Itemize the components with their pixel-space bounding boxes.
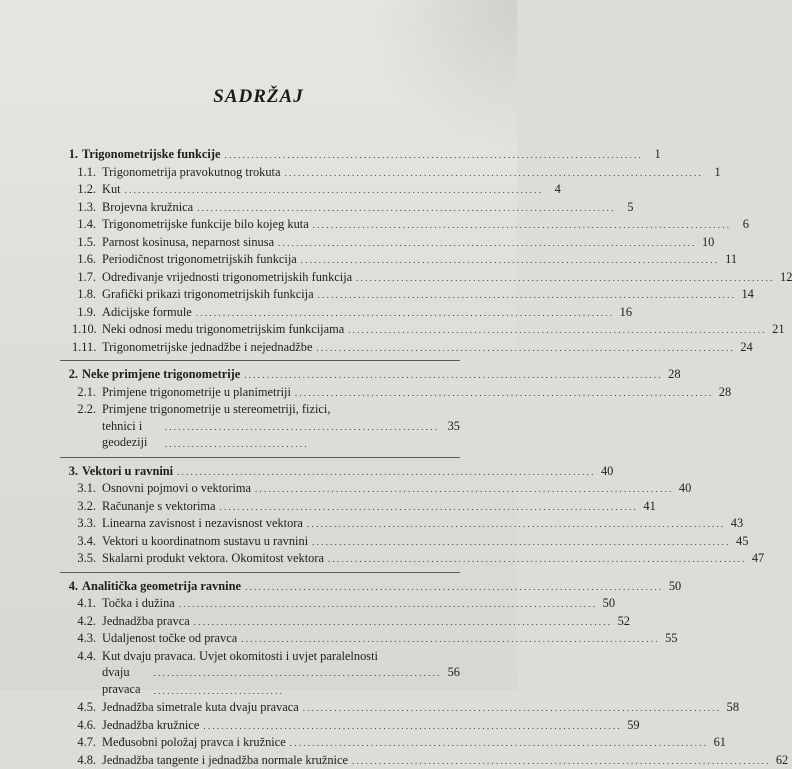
item-number: 1.9. — [72, 304, 96, 321]
item-number: 1.8. — [72, 286, 96, 303]
item-title: Primjene trigonometrije u planimetriji — [102, 384, 291, 401]
toc-chapter-3[interactable] — [60, 463, 460, 481]
toc-item-1-4[interactable] — [60, 216, 460, 234]
item-page: 11 — [721, 251, 737, 268]
dot-leader — [179, 595, 595, 613]
toc-item-2-2[interactable] — [60, 401, 460, 453]
item-title: Adicijske formule — [102, 304, 192, 321]
toc-chapter-1[interactable] — [60, 146, 460, 164]
item-title: Primjene trigonometrije u stereometriji, fizici, — [102, 401, 460, 418]
item-number: 1.1. — [72, 164, 96, 181]
item-page: 21 — [769, 321, 785, 338]
item-page: 43 — [727, 515, 743, 532]
dot-leader — [303, 699, 719, 717]
item-number: 1.5. — [72, 234, 96, 251]
item-number: 4.5. — [72, 699, 96, 716]
toc-item-3-4[interactable] — [60, 533, 460, 551]
dot-leader — [307, 515, 723, 533]
item-number: 4.7. — [72, 734, 96, 751]
dot-leader — [328, 550, 744, 568]
item-title: Grafički prikazi trigonometrijskih funkcija — [102, 286, 314, 303]
toc-item-4-7[interactable] — [60, 734, 460, 752]
item-title: Jednadžba tangente i jednadžba normale kružnice — [102, 752, 348, 769]
item-number: 3.4. — [72, 533, 96, 550]
item-page: 24 — [737, 339, 753, 356]
item-page: 40 — [675, 480, 691, 497]
item-title: Točka i dužina — [102, 595, 175, 612]
dot-leader — [220, 498, 636, 516]
item-number: 4.2. — [72, 613, 96, 630]
toc-item-4-3[interactable] — [60, 630, 460, 648]
item-page: 35 — [444, 418, 460, 435]
item-page: 5 — [617, 199, 633, 216]
item-page: 41 — [640, 498, 656, 515]
item-page: 62 — [772, 752, 788, 769]
item-title-line2: tehnici i geodeziji — [102, 418, 161, 451]
item-page: 16 — [616, 304, 632, 321]
toc-item-4-1[interactable] — [60, 595, 460, 613]
toc-item-3-3[interactable] — [60, 515, 460, 533]
dot-leader — [241, 630, 657, 648]
item-title-line2: dvaju pravaca — [102, 664, 150, 697]
toc-item-1-7[interactable] — [60, 269, 460, 287]
item-number: 1.10. — [72, 321, 96, 338]
toc-item-4-2[interactable] — [60, 613, 460, 631]
item-number: 4.8. — [72, 752, 96, 769]
toc-item-4-6[interactable] — [60, 717, 460, 735]
item-page: 52 — [614, 613, 630, 630]
dot-leader — [177, 463, 593, 481]
item-title: Određivanje vrijednosti trigonometrijskih funkcija — [102, 269, 352, 286]
item-number: 3.3. — [72, 515, 96, 532]
chapter-number: 4. — [60, 578, 78, 595]
chapter-page: 40 — [597, 463, 613, 480]
item-page: 50 — [599, 595, 615, 612]
chapter-number: 3. — [60, 463, 78, 480]
dot-leader — [165, 418, 440, 453]
item-number: 1.6. — [72, 251, 96, 268]
toc-item-4-4[interactable] — [60, 648, 460, 700]
toc-item-1-6[interactable] — [60, 251, 460, 269]
item-page: 55 — [661, 630, 677, 647]
item-page: 45 — [732, 533, 748, 550]
item-title: Međusobni položaj pravca i kružnice — [102, 734, 286, 751]
item-number: 3.5. — [72, 550, 96, 567]
item-title-continuation — [102, 418, 460, 453]
item-title: Udaljenost točke od pravca — [102, 630, 237, 647]
item-title: Skalarni produkt vektora. Okomitost vektora — [102, 550, 324, 567]
chapter-number: 2. — [60, 366, 78, 383]
chapter-title: Neke primjene trigonometrije — [82, 366, 240, 383]
item-title: Kut dvaju pravaca. Uvjet okomitosti i uvjet paralelnosti — [102, 648, 460, 665]
item-title-block — [102, 648, 460, 700]
dot-leader — [194, 613, 610, 631]
dot-leader — [278, 234, 694, 252]
toc-item-1-2[interactable] — [60, 181, 460, 199]
section-divider — [60, 572, 460, 573]
table-of-contents — [60, 146, 460, 769]
item-title: Kut — [102, 181, 121, 198]
item-title: Jednadžba simetrale kuta dvaju pravaca — [102, 699, 299, 716]
item-number: 1.3. — [72, 199, 96, 216]
page-title: SADRŽAJ — [0, 86, 517, 108]
chapter-title: Trigonometrijske funkcije — [82, 146, 220, 163]
item-page: 59 — [624, 717, 640, 734]
item-title-block — [102, 401, 460, 453]
item-title: Linearna zavisnost i nezavisnost vektora — [102, 515, 303, 532]
item-number: 2.2. — [72, 401, 96, 418]
dot-leader — [154, 664, 440, 699]
item-number: 1.4. — [72, 216, 96, 233]
toc-item-1-5[interactable] — [60, 234, 460, 252]
dot-leader — [348, 321, 764, 339]
item-page: 61 — [710, 734, 726, 751]
chapter-number: 1. — [60, 146, 78, 163]
item-number: 4.4. — [72, 648, 96, 665]
item-page: 28 — [715, 384, 731, 401]
dot-leader — [318, 286, 734, 304]
dot-leader — [255, 480, 671, 498]
item-number: 1.7. — [72, 269, 96, 286]
item-title-continuation — [102, 664, 460, 699]
section-divider — [60, 457, 460, 458]
toc-item-1-9[interactable] — [60, 304, 460, 322]
item-title: Trigonometrijske funkcije bilo kojeg kuta — [102, 216, 309, 233]
toc-item-1-3[interactable] — [60, 199, 460, 217]
dot-leader — [285, 164, 701, 182]
toc-chapter-2[interactable] — [60, 366, 460, 384]
toc-item-1-10[interactable] — [60, 321, 460, 339]
item-number: 4.3. — [72, 630, 96, 647]
dot-leader — [197, 199, 613, 217]
item-number: 1.2. — [72, 181, 96, 198]
page-shadow — [357, 0, 517, 150]
dot-leader — [312, 533, 728, 551]
chapter-title: Vektori u ravnini — [82, 463, 173, 480]
toc-item-1-8[interactable] — [60, 286, 460, 304]
item-page: 56 — [444, 664, 460, 681]
item-page: 1 — [705, 164, 721, 181]
chapter-title: Analitička geometrija ravnine — [82, 578, 241, 595]
dot-leader — [203, 717, 619, 735]
chapter-page: 28 — [665, 366, 681, 383]
dot-leader — [224, 146, 640, 164]
dot-leader — [125, 181, 541, 199]
item-number: 2.1. — [72, 384, 96, 401]
chapter-page: 1 — [645, 146, 661, 163]
dot-leader — [196, 304, 612, 322]
item-number: 4.6. — [72, 717, 96, 734]
toc-item-3-2[interactable] — [60, 498, 460, 516]
item-title: Brojevna kružnica — [102, 199, 193, 216]
dot-leader — [245, 578, 661, 596]
item-number: 3.1. — [72, 480, 96, 497]
item-number: 3.2. — [72, 498, 96, 515]
item-title: Jednadžba kružnice — [102, 717, 199, 734]
item-page: 6 — [733, 216, 749, 233]
dot-leader — [295, 384, 711, 402]
dot-leader — [356, 269, 772, 287]
item-title: Parnost kosinusa, neparnost sinusa — [102, 234, 274, 251]
toc-item-1-1[interactable] — [60, 164, 460, 182]
item-number: 1.11. — [72, 339, 96, 356]
dot-leader — [244, 366, 660, 384]
item-title: Trigonometrijske jednadžbe i nejednadžbe — [102, 339, 312, 356]
item-page: 14 — [738, 286, 754, 303]
toc-item-4-5[interactable] — [60, 699, 460, 717]
toc-chapter-4[interactable] — [60, 578, 460, 596]
item-title: Računanje s vektorima — [102, 498, 216, 515]
toc-item-2-1[interactable] — [60, 384, 460, 402]
item-page: 12 — [776, 269, 792, 286]
item-page: 10 — [698, 234, 714, 251]
section-divider — [60, 360, 460, 361]
item-number: 4.1. — [72, 595, 96, 612]
item-title: Jednadžba pravca — [102, 613, 190, 630]
item-title: Osnovni pojmovi o vektorima — [102, 480, 251, 497]
item-title: Vektori u koordinatnom sustavu u ravnini — [102, 533, 308, 550]
dot-leader — [290, 734, 706, 752]
dot-leader — [313, 216, 729, 234]
dot-leader — [301, 251, 717, 269]
item-page: 58 — [723, 699, 739, 716]
item-page: 47 — [748, 550, 764, 567]
dot-leader — [316, 339, 732, 357]
item-title: Periodičnost trigonometrijskih funkcija — [102, 251, 297, 268]
toc-item-4-8[interactable] — [60, 752, 460, 769]
toc-item-3-1[interactable] — [60, 480, 460, 498]
item-page: 4 — [545, 181, 561, 198]
toc-item-1-11[interactable] — [60, 339, 460, 357]
toc-item-3-5[interactable] — [60, 550, 460, 568]
dot-leader — [352, 752, 768, 769]
item-title: Neki odnosi medu trigonometrijskim funkcijama — [102, 321, 344, 338]
item-title: Trigonometrija pravokutnog trokuta — [102, 164, 281, 181]
chapter-page: 50 — [665, 578, 681, 595]
